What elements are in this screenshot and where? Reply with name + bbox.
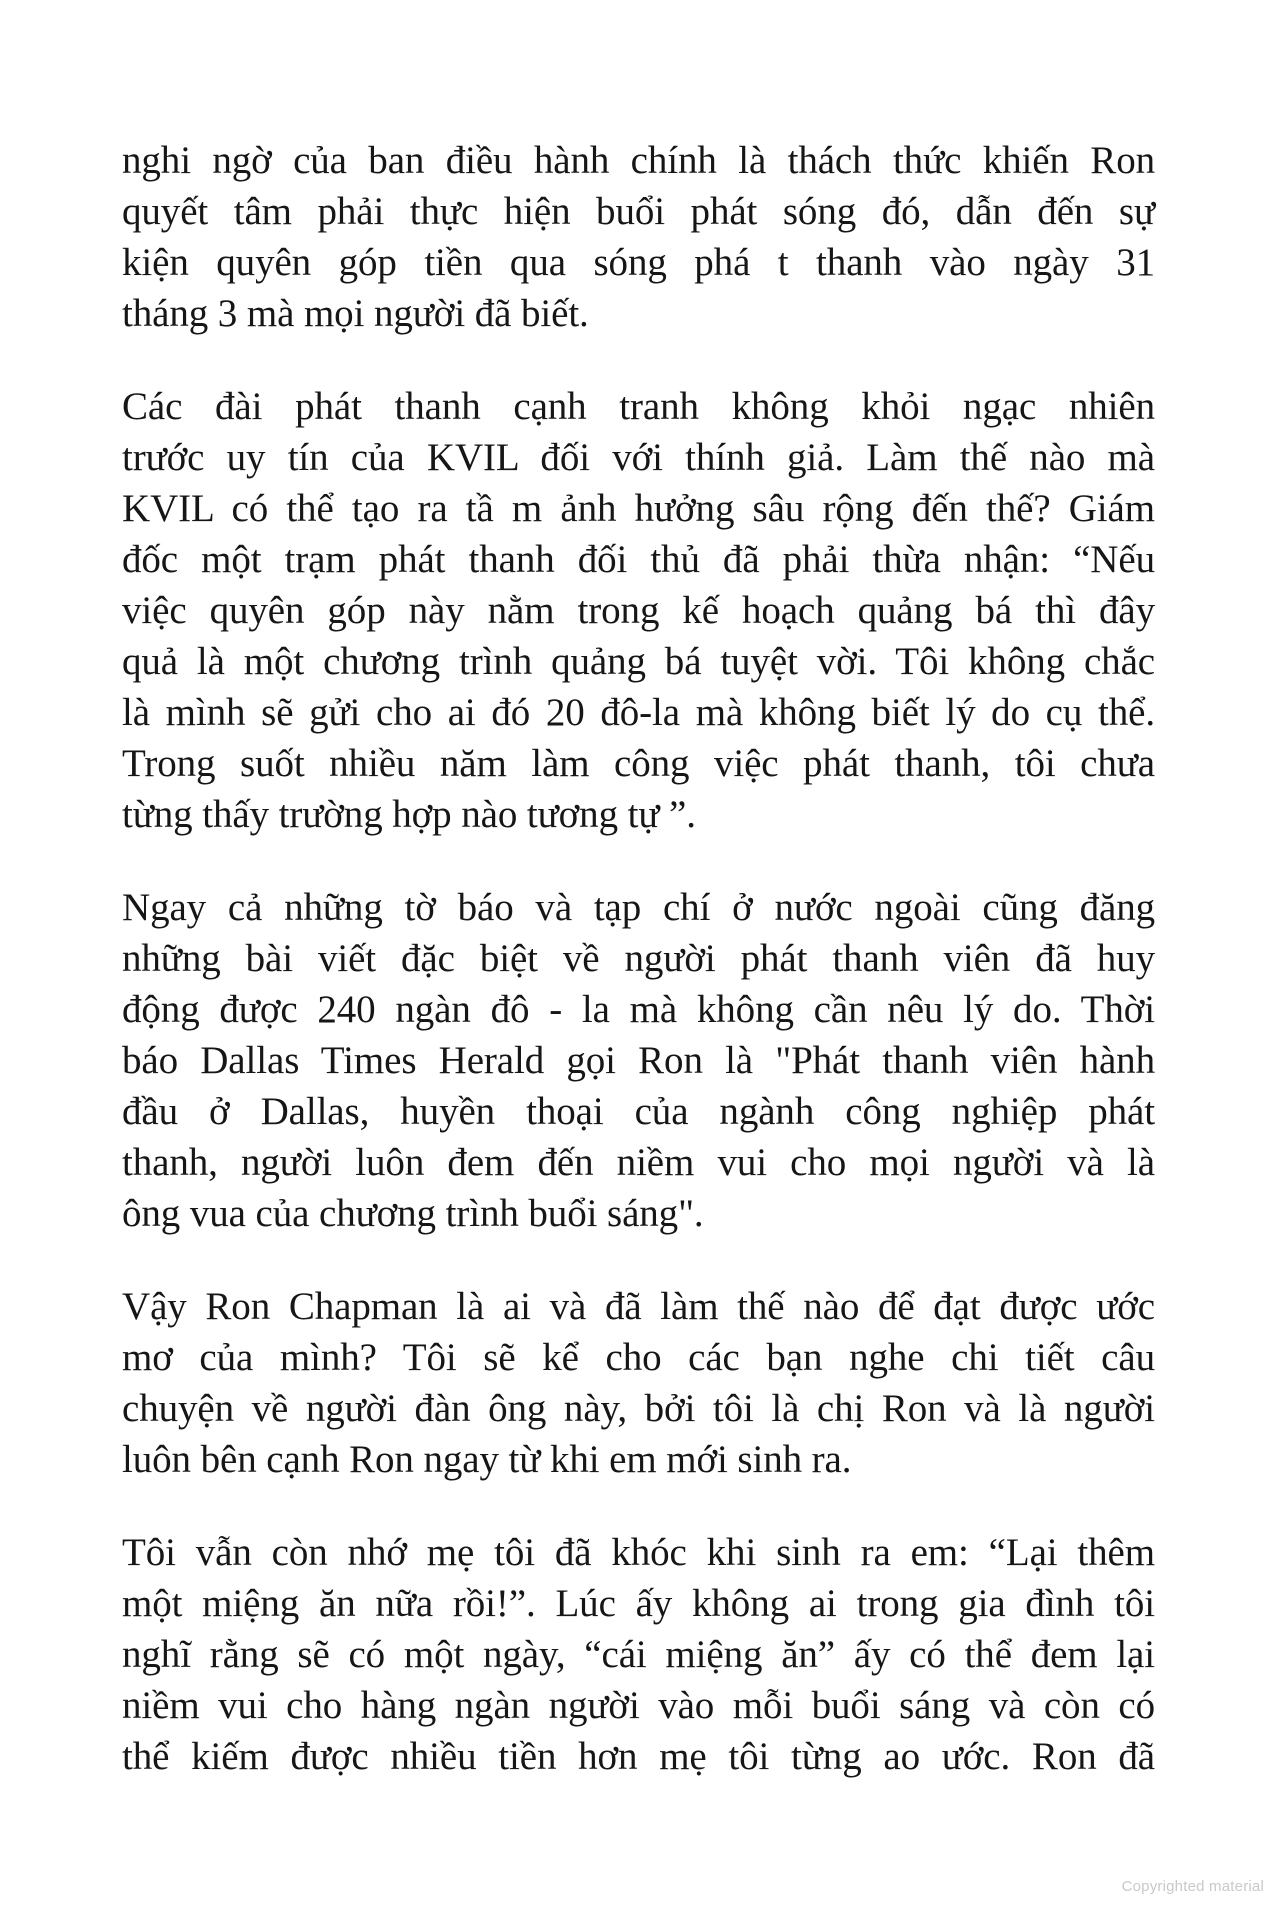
text-line: tháng 3 mà mọi người đã biết. [122, 292, 589, 335]
paragraph [122, 882, 1155, 1239]
text-line: động được 240 ngàn đô - la mà không cần nêu lý do. Thời [122, 988, 1155, 1031]
text-line: Tôi vẫn còn nhớ mẹ tôi đã khóc khi sinh ra em: “Lại thêm [122, 1531, 1155, 1574]
text-line: niềm vui cho hàng ngàn người vào mỗi buổi sáng và còn có [122, 1684, 1155, 1727]
text-line: là mình sẽ gửi cho ai đó 20 đô-la mà không biết lý do cụ thể. [122, 691, 1155, 734]
text-line: Trong suốt nhiều năm làm công việc phát thanh, tôi chưa [122, 742, 1155, 785]
text-line: đầu ở Dallas, huyền thoại của ngành công nghiệp phát [122, 1090, 1155, 1133]
text-line: việc quyên góp này nằm trong kế hoạch quảng bá thì đây [122, 589, 1155, 632]
paragraph [122, 1281, 1155, 1485]
text-line: ông vua của chương trình buổi sáng". [122, 1192, 704, 1235]
text-line: mơ của mình? Tôi sẽ kể cho các bạn nghe chi tiết câu [122, 1336, 1155, 1379]
text-line: nghi ngờ của ban điều hành chính là thách thức khiến Ron [122, 139, 1155, 182]
paragraph [122, 381, 1155, 840]
text-line: Ngay cả những tờ báo và tạp chí ở nước ngoài cũng đăng [122, 886, 1155, 929]
text-line: quả là một chương trình quảng bá tuyệt vời. Tôi không chắc [122, 640, 1155, 683]
text-line: những bài viết đặc biệt về người phát thanh viên đã huy [122, 937, 1155, 980]
text-line: thanh, người luôn đem đến niềm vui cho mọi người và là [122, 1141, 1155, 1184]
text-line: trước uy tín của KVIL đối với thính giả. Làm thế nào mà [122, 436, 1155, 479]
paragraph [122, 1527, 1155, 1782]
text-line: Các đài phát thanh cạnh tranh không khỏi ngạc nhiên [122, 385, 1155, 428]
body-text [122, 135, 1155, 1824]
text-line: một miệng ăn nữa rồi!”. Lúc ấy không ai trong gia đình tôi [122, 1582, 1155, 1625]
text-line: nghĩ rằng sẽ có một ngày, “cái miệng ăn” ấy có thể đem lại [122, 1633, 1155, 1676]
text-line: kiện quyên góp tiền qua sóng phá t thanh vào ngày 31 [122, 241, 1155, 284]
text-line: thể kiếm được nhiều tiền hơn mẹ tôi từng ao ước. Ron đã [122, 1735, 1155, 1778]
paragraph [122, 135, 1155, 339]
copyright-watermark: Copyrighted material [1121, 1878, 1264, 1895]
text-line: KVIL có thể tạo ra tầ m ảnh hưởng sâu rộng đến thế? Giám [122, 487, 1155, 530]
text-line: luôn bên cạnh Ron ngay từ khi em mới sinh ra. [122, 1438, 852, 1481]
text-line: Vậy Ron Chapman là ai và đã làm thế nào để đạt được ước [122, 1285, 1155, 1328]
text-line: quyết tâm phải thực hiện buổi phát sóng đó, dẫn đến sự [122, 190, 1155, 233]
text-line: từng thấy trường hợp nào tương tự ”. [122, 793, 696, 836]
text-line: báo Dallas Times Herald gọi Ron là "Phát thanh viên hành [122, 1039, 1155, 1082]
text-line: đốc một trạm phát thanh đối thủ đã phải thừa nhận: “Nếu [122, 538, 1155, 581]
text-line: chuyện về người đàn ông này, bởi tôi là chị Ron và là người [122, 1387, 1155, 1430]
